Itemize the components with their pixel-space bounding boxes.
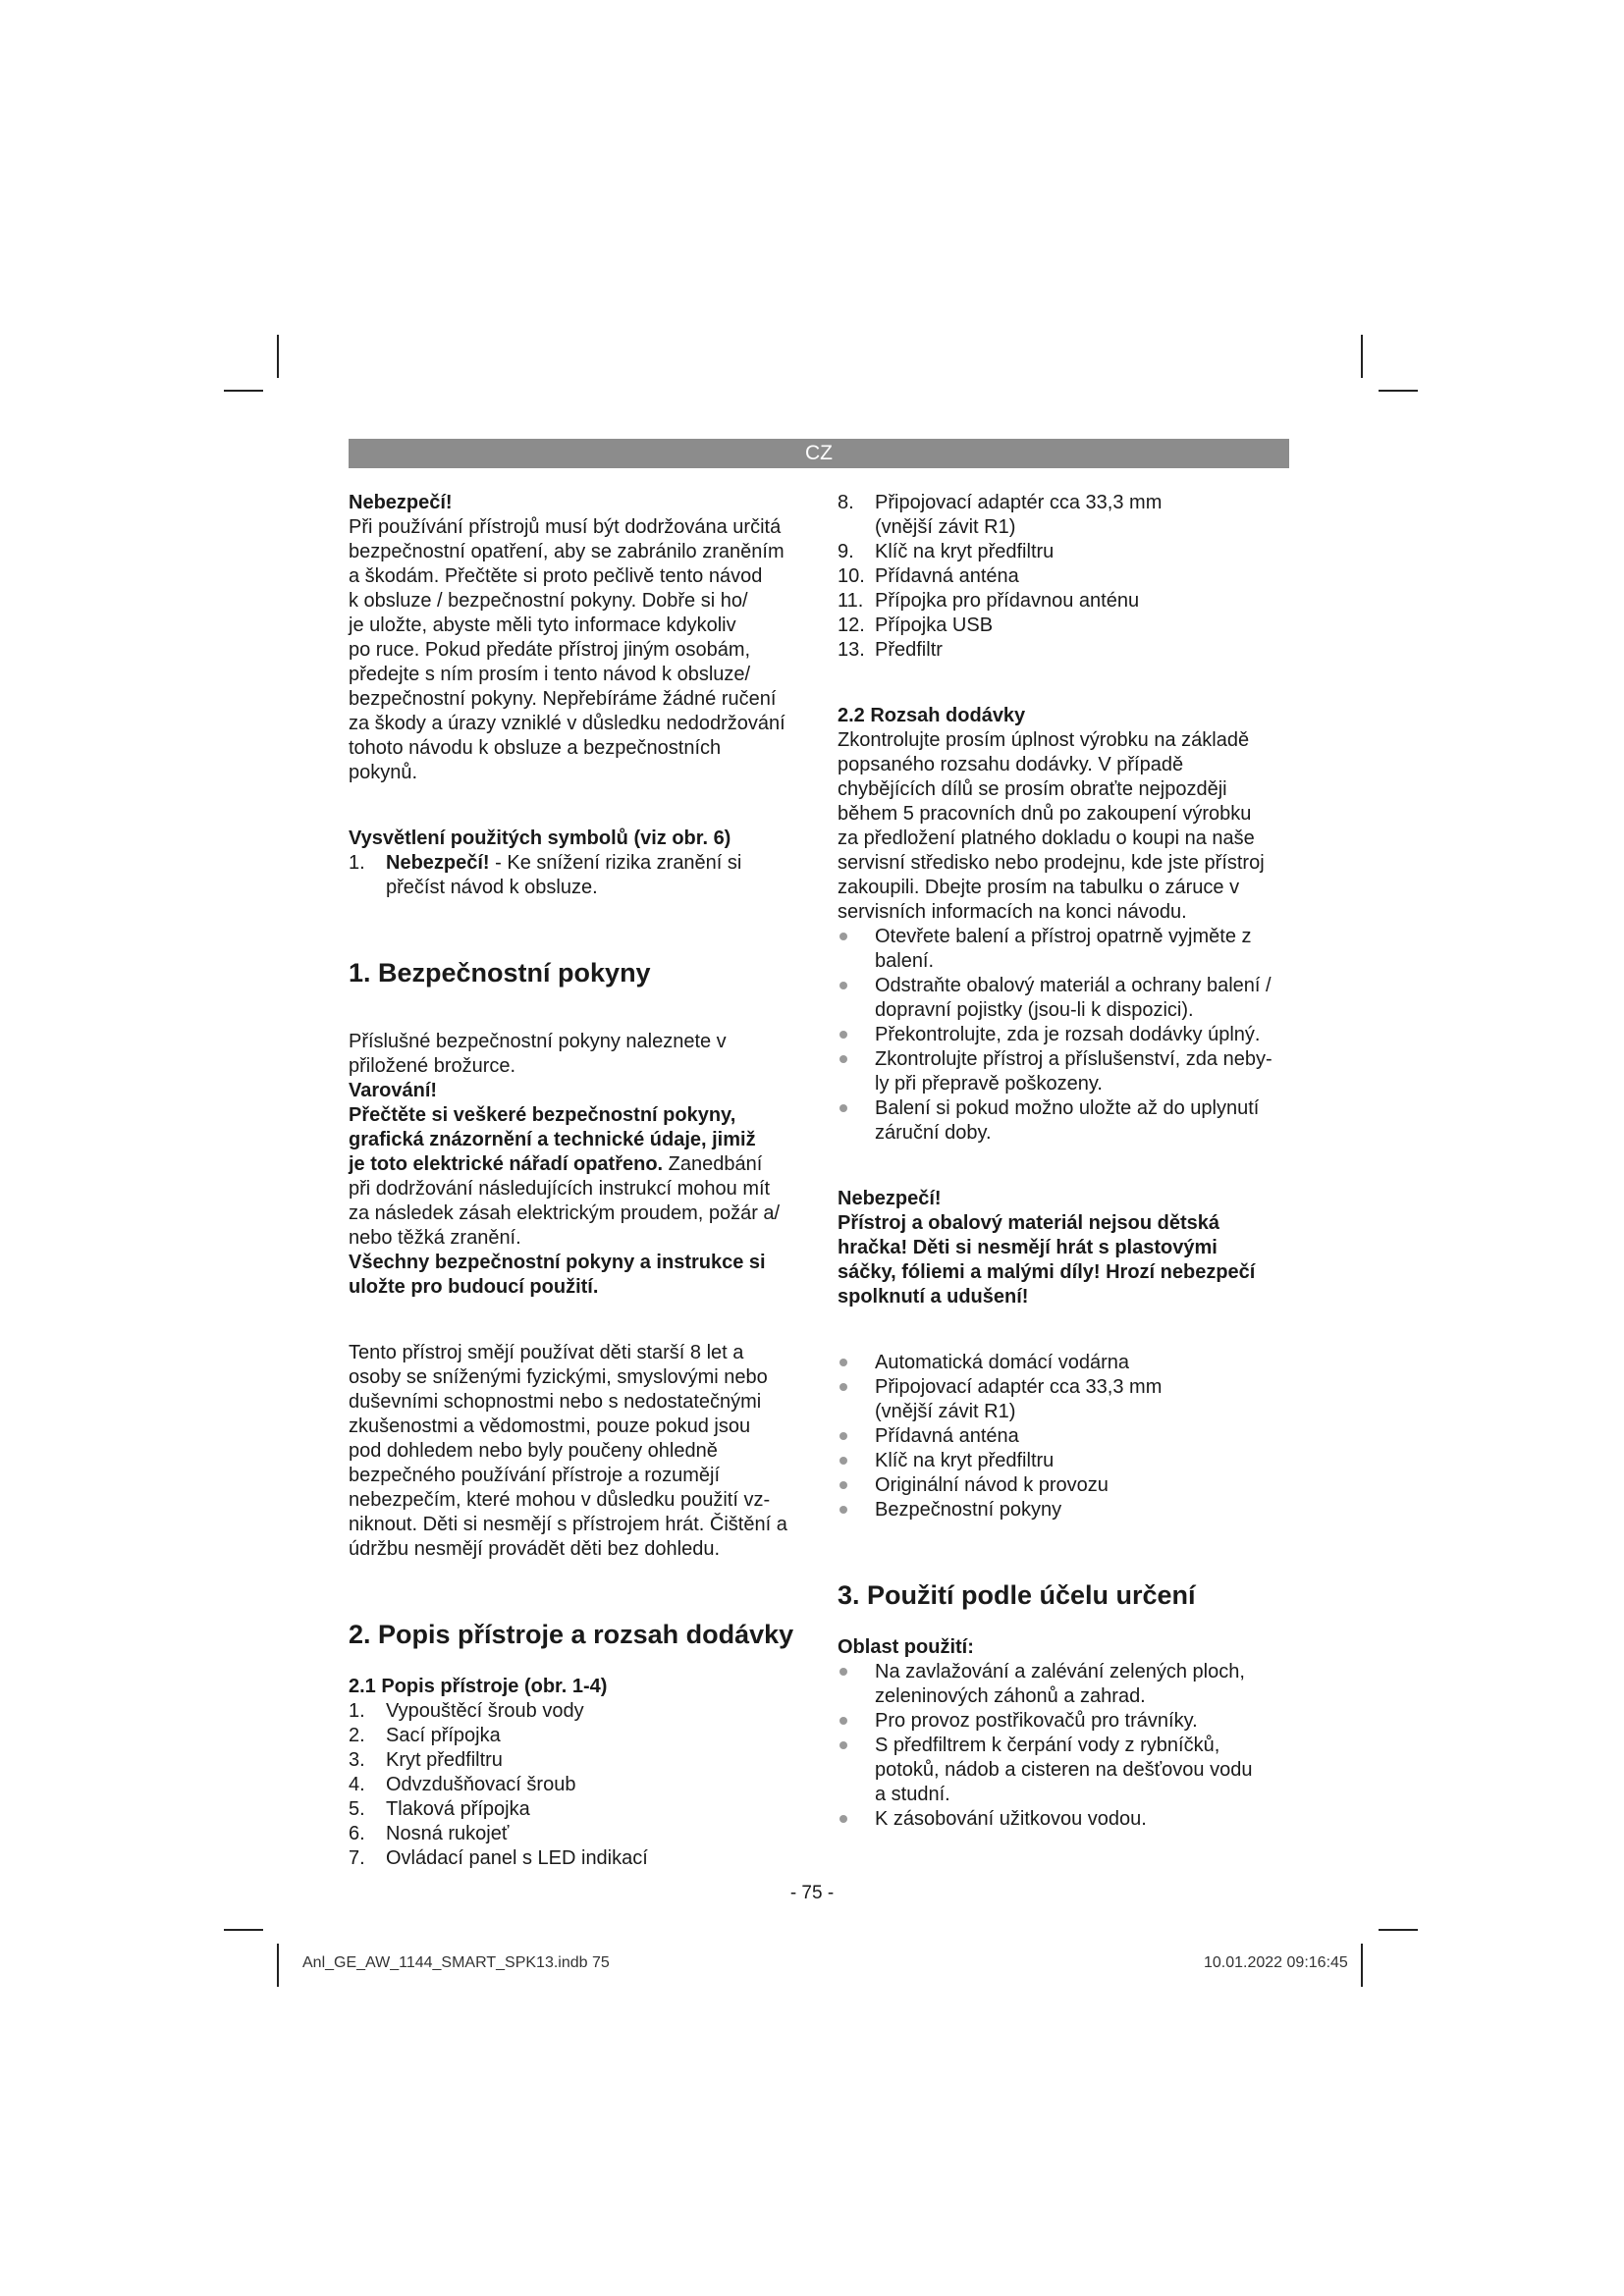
item-number: 7. [349, 1847, 365, 1869]
bullet-text: Balení si pokud možno uložte až do uplynutí [875, 1097, 1260, 1119]
bullet-item [838, 974, 1289, 1023]
danger-bold-line: spolknutí a udušení! [838, 1286, 1029, 1308]
bullet-dot-icon [839, 1055, 847, 1063]
parts-item [349, 1699, 800, 1724]
parts-item [349, 1846, 800, 1871]
item-text: Kryt předfiltru [386, 1749, 503, 1771]
bullet-item [838, 1709, 1289, 1734]
bullet-text-2: (vnější závit R1) [875, 1401, 1016, 1422]
danger-line: po ruce. Pokud předáte přístroj jiným osobám, [349, 639, 751, 661]
bullet-dot-icon [839, 1815, 847, 1823]
item-text: Přípojka USB [875, 614, 994, 636]
children-line: údržbu nesmějí provádět děti bez dohledu. [349, 1538, 721, 1560]
item-text: Klíč na kryt předfiltru [875, 541, 1055, 562]
bullet-text: Na zavlažování a zalévání zelených ploch, [875, 1661, 1245, 1682]
item-text: Nosná rukojeť [386, 1823, 510, 1844]
bullet-dot-icon [839, 1717, 847, 1725]
bullet-dot-icon [839, 1359, 847, 1366]
danger-line: Při používání přístrojů musí být dodržována určitá [349, 516, 782, 538]
section-3-subheading: Oblast použití: [838, 1636, 974, 1658]
warning-line: při dodržování následujících instrukcí mohou mít [349, 1178, 771, 1200]
item-text: Sací přípojka [386, 1725, 501, 1746]
bullet-dot-icon [839, 1383, 847, 1391]
danger-line: předejte s ním prosím i tento návod k obsluze/ [349, 664, 751, 685]
crop-mark-top-right-horizontal [1379, 390, 1418, 392]
bullet-dot-icon [839, 1432, 847, 1440]
bullet-text: Originální návod k provozu [875, 1474, 1109, 1496]
parts-item [349, 1773, 800, 1797]
children-line: pod dohledem nebo byly poučeny ohledně [349, 1440, 718, 1462]
item-number: 1. [349, 852, 365, 874]
crop-mark-bottom-right-horizontal [1379, 1929, 1418, 1931]
bullet-item [838, 1807, 1289, 1832]
page-number: - 75 - [789, 1883, 835, 1903]
warning-line: za následek zásah elektrickým proudem, požár a/ [349, 1202, 781, 1224]
bullet-item [838, 1047, 1289, 1096]
bullet-text-2: ly při přepravě poškozeny. [875, 1073, 1103, 1095]
item-text: Připojovací adaptér cca 33,3 mm [875, 492, 1163, 513]
item-number: 10. [838, 565, 865, 587]
bullet-text: Zkontrolujte přístroj a příslušenství, zda neby- [875, 1048, 1272, 1070]
scope-line: popsaného rozsahu dodávky. V případě [838, 754, 1184, 775]
section-2-heading: 2. Popis přístroje a rozsah dodávky [349, 1620, 794, 1649]
item-text: Tlaková přípojka [386, 1798, 530, 1820]
keep-instructions: uložte pro budoucí použití. [349, 1276, 599, 1298]
crop-mark-bottom-right-vertical [1361, 1944, 1363, 1987]
delivery-bullets [838, 1351, 1289, 1522]
danger-title: Nebezpečí! [838, 1188, 942, 1209]
scope-line: zakoupili. Dbejte prosím na tabulku o záruce v [838, 877, 1240, 898]
scope-line: za předložení platného dokladu o koupi na naše [838, 828, 1255, 849]
crop-mark-top-right-vertical [1361, 335, 1363, 378]
symbols-item [349, 851, 800, 900]
bullet-text: Automatická domácí vodárna [875, 1352, 1130, 1373]
danger-line: tohoto návodu k obsluze a bezpečnostních [349, 737, 722, 759]
bullet-dot-icon [839, 1506, 847, 1514]
children-line: osoby se sníženými fyzickými, smyslovými nebo [349, 1366, 768, 1388]
scope-line: chybějících dílů se prosím obraťte nejpozději [838, 778, 1227, 800]
bullet-text: Přídavná anténa [875, 1425, 1019, 1447]
parts-item [838, 540, 1289, 564]
parts-item [838, 614, 1289, 638]
item-number: 8. [838, 492, 854, 513]
bullet-dot-icon [839, 1481, 847, 1489]
parts-item [838, 589, 1289, 614]
children-line: zkušenostmi a vědomostmi, pouze pokud jsou [349, 1415, 751, 1437]
symbol-danger-text-2: přečíst návod k obsluze. [386, 877, 598, 898]
section-2-2-heading: 2.2 Rozsah dodávky [838, 705, 1026, 726]
bullet-dot-icon [839, 1741, 847, 1749]
usage-bullets [838, 1660, 1289, 1832]
danger-line: bezpečnostní pokyny. Nepřebíráme žádné ručení [349, 688, 777, 710]
bullet-text: Otevřete balení a přístroj opatrně vyjměte z [875, 926, 1252, 947]
bullet-item [838, 1498, 1289, 1522]
bullet-text-2: zeleninových záhonů a zahrad. [875, 1685, 1146, 1707]
bullet-item [838, 1424, 1289, 1449]
item-text-2: (vnější závit R1) [875, 516, 1016, 538]
scope-line: Zkontrolujte prosím úplnost výrobku na základě [838, 729, 1250, 751]
bullet-item [838, 1660, 1289, 1709]
bullet-text-2: záruční doby. [875, 1122, 992, 1144]
warning-line: nebo těžká zranění. [349, 1227, 521, 1249]
parts-item [838, 564, 1289, 589]
crop-mark-top-left-vertical [277, 335, 279, 378]
warning-line [349, 1152, 800, 1177]
parts-item [838, 638, 1289, 663]
bullet-text: S předfiltrem k čerpání vody z rybníčků, [875, 1735, 1220, 1756]
symbol-danger-text: - Ke snížení rizika zranění si [489, 852, 742, 874]
scope-line: během 5 pracovních dnů po zakoupení výrobku [838, 803, 1252, 825]
bullet-text: Bezpečnostní pokyny [875, 1499, 1062, 1521]
parts-list [349, 1699, 800, 1871]
bullet-item [838, 1734, 1289, 1807]
symbols-list [349, 851, 800, 900]
language-header-bar: CZ [349, 439, 1289, 468]
section-1-heading: 1. Bezpečnostní pokyny [349, 958, 651, 988]
item-text: Předfiltr [875, 639, 943, 661]
section-1-intro: přiložené brožurce. [349, 1055, 516, 1077]
item-number: 9. [838, 541, 854, 562]
item-number: 4. [349, 1774, 365, 1795]
item-number: 11. [838, 590, 864, 612]
danger-line: k obsluze / bezpečnostní pokyny. Dobře si ho/ [349, 590, 748, 612]
children-line: bezpečného používání přístroje a rozumějí [349, 1465, 720, 1486]
danger-title: Nebezpečí! [349, 492, 453, 513]
bullet-item [838, 1023, 1289, 1047]
children-line: Tento přístroj smějí používat děti starší 8 let a [349, 1342, 744, 1363]
bullet-dot-icon [839, 1457, 847, 1465]
warning-bold-line: Přečtěte si veškeré bezpečnostní pokyny, [349, 1104, 736, 1126]
item-text: Přídavná anténa [875, 565, 1019, 587]
footer-file-name: Anl_GE_AW_1144_SMART_SPK13.indb 75 [302, 1954, 610, 1971]
item-number: 3. [349, 1749, 365, 1771]
bullet-dot-icon [839, 933, 847, 940]
danger-bold-line: hračka! Děti si nesmějí hrát s plastovými [838, 1237, 1218, 1258]
bullet-text: Připojovací adaptér cca 33,3 mm [875, 1376, 1163, 1398]
item-number: 6. [349, 1823, 365, 1844]
scope-line: servisní středisko nebo prodejnu, kde jste přístroj [838, 852, 1265, 874]
crop-mark-top-left-horizontal [224, 390, 263, 392]
bullet-item [838, 925, 1289, 974]
item-number: 2. [349, 1725, 365, 1746]
bullet-text-2: dopravní pojistky (jsou-li k dispozici). [875, 999, 1194, 1021]
left-column [349, 491, 800, 1871]
item-number: 5. [349, 1798, 365, 1820]
bullet-text: Překontrolujte, zda je rozsah dodávky úplný. [875, 1024, 1261, 1045]
symbols-heading: Vysvětlení použitých symbolů (viz obr. 6) [349, 828, 731, 849]
danger-bold-line: sáčky, fóliemi a malými díly! Hrozí nebezpečí [838, 1261, 1256, 1283]
danger-line: pokynů. [349, 762, 418, 783]
bullet-text-2: balení. [875, 950, 935, 972]
bullet-text-3: a studní. [875, 1784, 950, 1805]
bullet-text: Klíč na kryt předfiltru [875, 1450, 1055, 1471]
bullet-dot-icon [839, 1031, 847, 1039]
children-line: niknout. Děti si nesmějí s přístrojem hrát. Čištění a [349, 1514, 787, 1535]
danger-line: za škody a úrazy vzniklé v důsledku nedodržování [349, 713, 785, 734]
parts-item [349, 1724, 800, 1748]
bullet-text: K zásobování užitkovou vodou. [875, 1808, 1147, 1830]
bullet-dot-icon [839, 982, 847, 989]
item-text: Přípojka pro přídavnou anténu [875, 590, 1140, 612]
bullet-item [838, 1096, 1289, 1146]
crop-mark-bottom-left-horizontal [224, 1929, 263, 1931]
warning-fragment: Zanedbání [663, 1153, 763, 1175]
scope-line: servisních informacích na konci návodu. [838, 901, 1187, 923]
danger-line: a škodám. Přečtěte si proto pečlivě tento návod [349, 565, 763, 587]
keep-instructions: Všechny bezpečnostní pokyny a instrukce si [349, 1252, 766, 1273]
bullet-item [838, 1375, 1289, 1424]
parts-list-continued [838, 491, 1289, 663]
parts-item [838, 491, 1289, 540]
right-column [838, 491, 1289, 1832]
children-line: nebezpečím, které mohou v důsledku použití vz- [349, 1489, 771, 1511]
bullet-dot-icon [839, 1104, 847, 1112]
section-3-heading: 3. Použití podle účelu určení [838, 1580, 1196, 1610]
item-text: Ovládací panel s LED indikací [386, 1847, 648, 1869]
scope-bullets [838, 925, 1289, 1146]
parts-item [349, 1822, 800, 1846]
section-2-1-heading: 2.1 Popis přístroje (obr. 1-4) [349, 1676, 608, 1697]
bullet-item [838, 1473, 1289, 1498]
warning-bold-line: grafická znázornění a technické údaje, jimiž [349, 1129, 756, 1150]
parts-item [349, 1748, 800, 1773]
symbol-danger-label: Nebezpečí! [386, 852, 490, 874]
crop-mark-bottom-left-vertical [277, 1944, 279, 1987]
warning-title: Varování! [349, 1080, 438, 1101]
bullet-text: Odstraňte obalový materiál a ochrany balení / [875, 975, 1272, 996]
bullet-text-2: potoků, nádob a cisteren na dešťovou vodu [875, 1759, 1253, 1781]
section-1-intro: Příslušné bezpečnostní pokyny naleznete v [349, 1031, 727, 1052]
footer-datetime: 10.01.2022 09:16:45 [1204, 1954, 1348, 1971]
children-line: duševními schopnostmi nebo s nedostatečnými [349, 1391, 762, 1413]
item-number: 13. [838, 639, 865, 661]
item-text: Vypouštěcí šroub vody [386, 1700, 584, 1722]
bullet-item [838, 1449, 1289, 1473]
danger-bold-line: Přístroj a obalový materiál nejsou dětská [838, 1212, 1220, 1234]
warning-bold-fragment: je toto elektrické nářadí opatřeno. [349, 1153, 664, 1175]
parts-item [349, 1797, 800, 1822]
danger-line: je uložte, abyste měli tyto informace kdykoliv [349, 614, 736, 636]
item-number: 12. [838, 614, 865, 636]
item-number: 1. [349, 1700, 365, 1722]
bullet-dot-icon [839, 1668, 847, 1676]
danger-line: bezpečnostní opatření, aby se zabránilo zraněním [349, 541, 785, 562]
item-text: Odvzdušňovací šroub [386, 1774, 576, 1795]
bullet-item [838, 1351, 1289, 1375]
bullet-text: Pro provoz postřikovačů pro trávníky. [875, 1710, 1198, 1732]
